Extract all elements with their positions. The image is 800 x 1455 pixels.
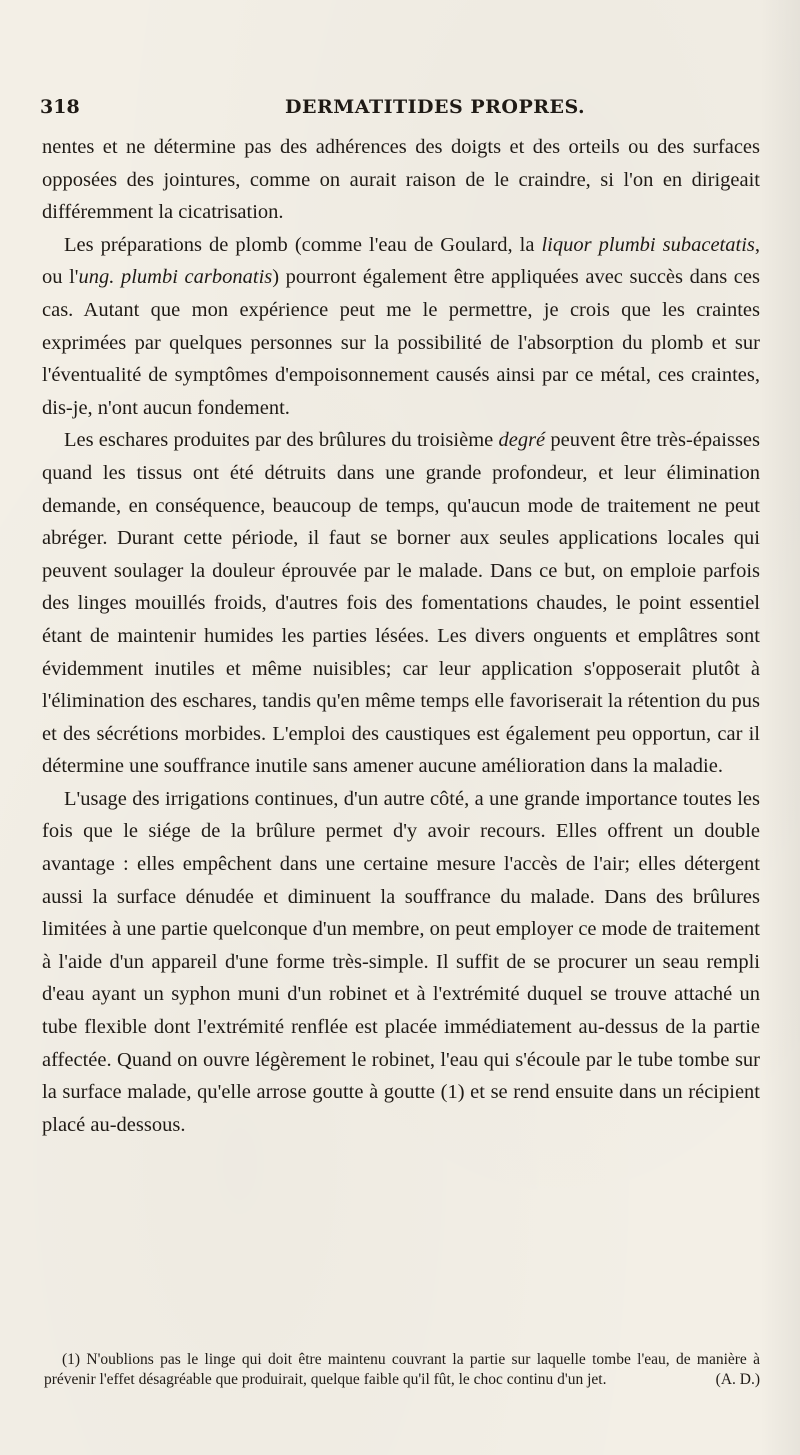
paragraph-eschares: Les eschares produites par des brûlures du troisième degré peuvent être très-épaisses quand les tissus ont été détruits dans une grande profondeur, et leur élimination demande, en conséquence, beaucoup de temps, qu'aucun mode de traitement ne peut abréger. Durant cette période, il faut se borner aux seules applications locales qui peuvent soulager la douleur éprouvée par le malade. Dans ce but, on emploie parfois des linges mouillés froids, d'autres fois des fomentations chaudes, le point essentiel étant de maintenir humides les parties lésées. Les divers onguents et emplâtres sont évidemment inutiles et même nuisibles; car leur application s'opposerait plutôt à l'élimination des eschares, tandis qu'en même temps elle favoriserait la rétention du pus et des sécrétions morbides. L'emploi des caustiques est également peu opportun, car il détermine une souffrance inutile sans amener aucune amélioration dans la maladie. bbox=[42, 429, 760, 778]
latin-term: liquor plumbi subacetatis bbox=[541, 233, 755, 256]
page-header bbox=[40, 96, 760, 126]
paragraph-lead-preparations: Les préparations de plomb (comme l'eau de Goulard, la liquor plumbi subacetatis, ou l'ung. plumbi carbonatis) pourront également être appliquées avec succès dans ces cas. Autant que mon expérience peut me le permettre, je crois que les craintes exprimées par quelques personnes sur la possibilité de l'absorption du plomb et sur l'éventualité de symptômes d'empoisonnement causés ainsi par ce métal, ces craintes, dis-je, n'ont aucun fondement. bbox=[42, 233, 760, 419]
main-text bbox=[42, 131, 760, 1141]
paragraph-irrigations: L'usage des irrigations continues, d'un autre côté, a une grande importance toutes les fois que le siége de la brûlure permet d'y avoir recours. Elles offrent un double avantage : elles empêchent dans une certaine mesure l'accès de l'air; elles détergent aussi la surface dénudée et diminuent la souffrance du malade. Dans des brûlures limitées à une partie quelconque d'un membre, on peut employer ce mode de traitement à l'aide d'un appareil d'une forme très-simple. Il suffit de se procurer un seau rempli d'eau ayant un syphon muni d'un robinet et à l'extrémité duquel se trouve attaché un tube flexible dont l'extrémité renflée est placée immédiatement au-dessus de la partie affectée. Quand on ouvre légèrement le robinet, l'eau qui s'écoule par le tube tombe sur la surface malade, qu'elle arrose goutte à goutte (1) et se rend ensuite dans un récipient placé au-dessous. bbox=[42, 787, 760, 1136]
footnote-text: (1) N'oublions pas le linge qui doit être maintenu couvrant la partie sur laquelle tombe l'eau, de manière à prévenir l'effet désagréable que produirait, quelque faible qu'il fût, le choc continu d'un jet. bbox=[44, 1351, 760, 1388]
page-number: 318 bbox=[40, 96, 80, 118]
footnote bbox=[44, 1350, 760, 1389]
latin-term: ung. plumbi carbonatis bbox=[78, 266, 273, 289]
paragraph-continuation: nentes et ne détermine pas des adhérences des doigts et des orteils ou des surfaces opposées des jointures, comme on aurait raison de le craindre, si l'on en dirigeait différemment la cicatrisation. bbox=[42, 136, 760, 224]
emphasis-term: degré bbox=[498, 429, 546, 452]
footnote-signature: (A. D.) bbox=[715, 1370, 760, 1388]
page-edge-shadow bbox=[760, 0, 800, 1455]
running-head: DERMATITIDES PROPRES. bbox=[285, 96, 586, 118]
